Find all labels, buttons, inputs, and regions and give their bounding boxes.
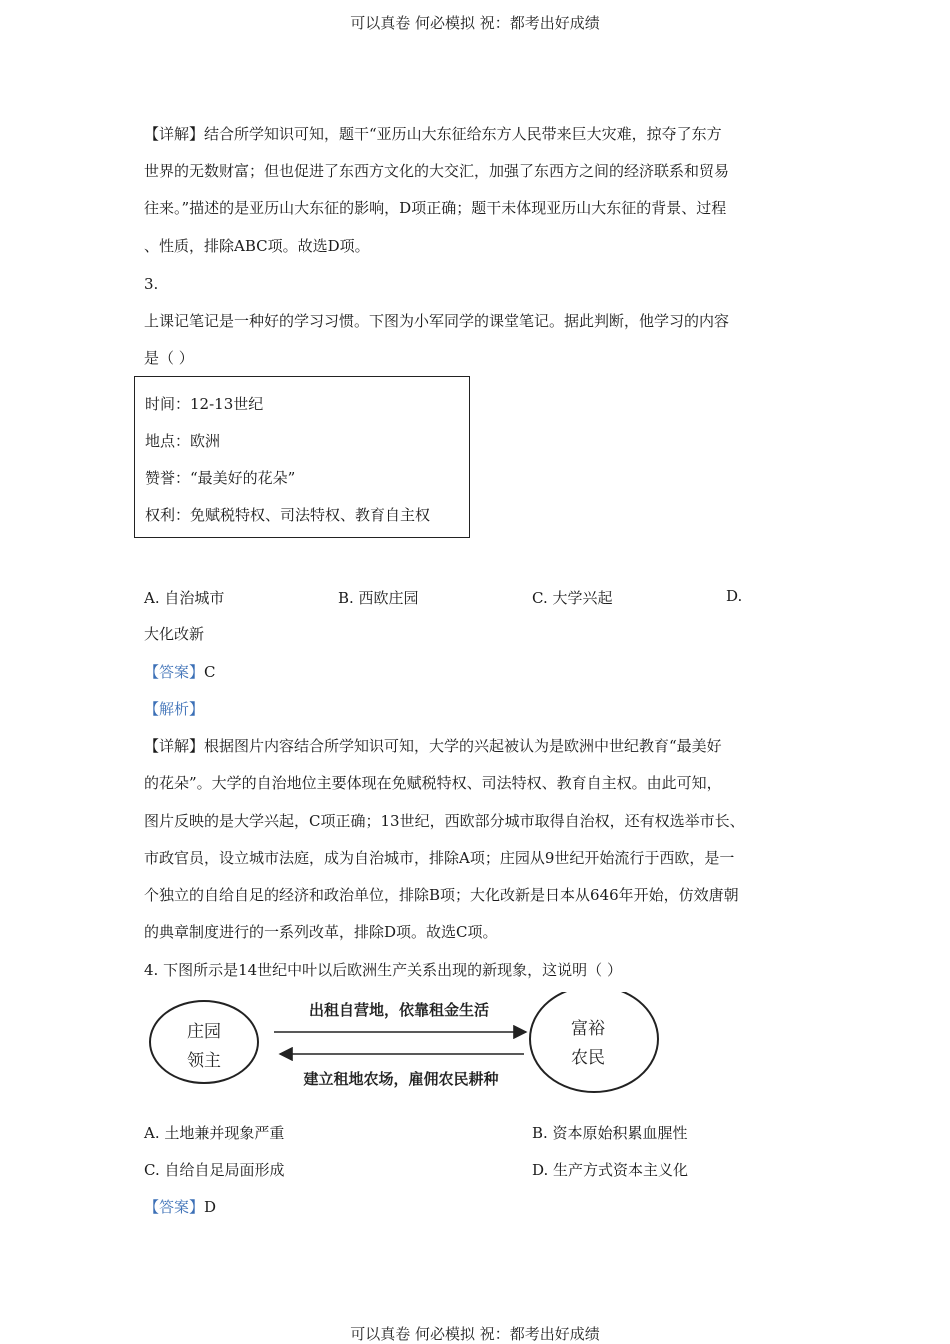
- top-arrow-label: 出租自营地，依靠租金生活: [308, 1001, 490, 1019]
- farmer-circle: [530, 992, 658, 1092]
- page-header: 可以真卷 何必模拟 祝：都考出好成绩: [350, 14, 600, 32]
- q3-explain-line: 的典章制度进行的一系列改革，排除D项。故选C项。: [144, 923, 498, 941]
- answer-value: D: [204, 1198, 217, 1216]
- q3-note-box: [134, 376, 470, 538]
- q4-option-b: B. 资本原始积累血腥性: [532, 1124, 688, 1142]
- answer-value: C: [204, 663, 216, 681]
- q4-option-d: D. 生产方式资本主义化: [532, 1161, 689, 1179]
- q4-answer: [144, 1197, 216, 1217]
- q3-stem-line: 上课记笔记是一种好的学习习惯。下图为小军同学的课堂笔记。据此判断，他学习的内容: [144, 312, 730, 330]
- q2-explain-line: 世界的无数财富；但也促进了东西方文化的大交汇，加强了东西方之间的经济联系和贸易: [144, 162, 730, 180]
- farmer-label-1: 富裕: [571, 1019, 605, 1039]
- q3-explain-line: 市政官员，设立城市法庭，成为自治城市，排除A项；庄园从9世纪开始流行于西欧，是一: [144, 849, 735, 867]
- note-place: 地点：欧洲: [145, 432, 221, 450]
- note-time: 时间：12-13世纪: [145, 395, 264, 413]
- q3-option-d-text: 大化改新: [144, 625, 205, 643]
- q3-option-d-label: D.: [726, 587, 743, 605]
- q2-explain-line: 【详解】结合所学知识可知，题干“亚历山大东征给东方人民带来巨大灾难，掠夺了东方: [144, 125, 722, 143]
- q3-explain-line: 【详解】根据图片内容结合所学知识可知，大学的兴起被认为是欧洲中世纪教育“最美好: [144, 737, 722, 755]
- page-footer: 可以真卷 何必模拟 祝：都考出好成绩: [350, 1325, 600, 1343]
- q3-answer: [144, 662, 216, 682]
- q4-diagram: [140, 992, 670, 1102]
- lord-label-2: 领主: [187, 1051, 221, 1071]
- q3-stem-line: 是（ ）: [144, 349, 194, 367]
- lord-label-1: 庄园: [187, 1022, 221, 1042]
- q3-explain-line: 的花朵”。大学的自治地位主要体现在免赋税特权、司法特权、教育自主权。由此可知，: [144, 774, 722, 792]
- q4-option-c: C. 自给自足局面形成: [144, 1161, 285, 1179]
- q4-option-a: A. 土地兼并现象严重: [144, 1124, 285, 1142]
- q3-option-c: C. 大学兴起: [532, 589, 613, 607]
- q3-explain-line: 图片反映的是大学兴起，C项正确；13世纪，西欧部分城市取得自治权，还有权选举市长、: [144, 812, 745, 830]
- note-rights: 权利：免赋税特权、司法特权、教育自主权: [145, 506, 431, 524]
- q4-stem: 4. 下图所示是14世纪中叶以后欧洲生产关系出现的新现象，这说明（ ）: [144, 961, 622, 979]
- q3-analysis-tag: 【解析】: [144, 700, 205, 718]
- q2-explain-line: 往来。”描述的是亚历山大东征的影响，D项正确；题干未体现亚历山大东征的背景、过程: [144, 199, 727, 217]
- note-praise: 赞誉：“最美好的花朵”: [145, 469, 296, 487]
- bottom-arrow-label: 建立租地农场，雇佣农民耕种: [303, 1070, 499, 1088]
- q3-explain-line: 个独立的自给自足的经济和政治单位，排除B项；大化改新是日本从646年开始，仿效唐朝: [144, 886, 739, 904]
- q3-number: 3.: [144, 275, 159, 293]
- q3-option-b: B. 西欧庄园: [338, 589, 419, 607]
- q3-option-a: A. 自治城市: [144, 589, 225, 607]
- answer-tag: 【答案】: [144, 663, 205, 681]
- q2-explain-line: 、性质，排除ABC项。故选D项。: [144, 237, 370, 255]
- farmer-label-2: 农民: [571, 1048, 605, 1068]
- answer-tag: 【答案】: [144, 1198, 205, 1216]
